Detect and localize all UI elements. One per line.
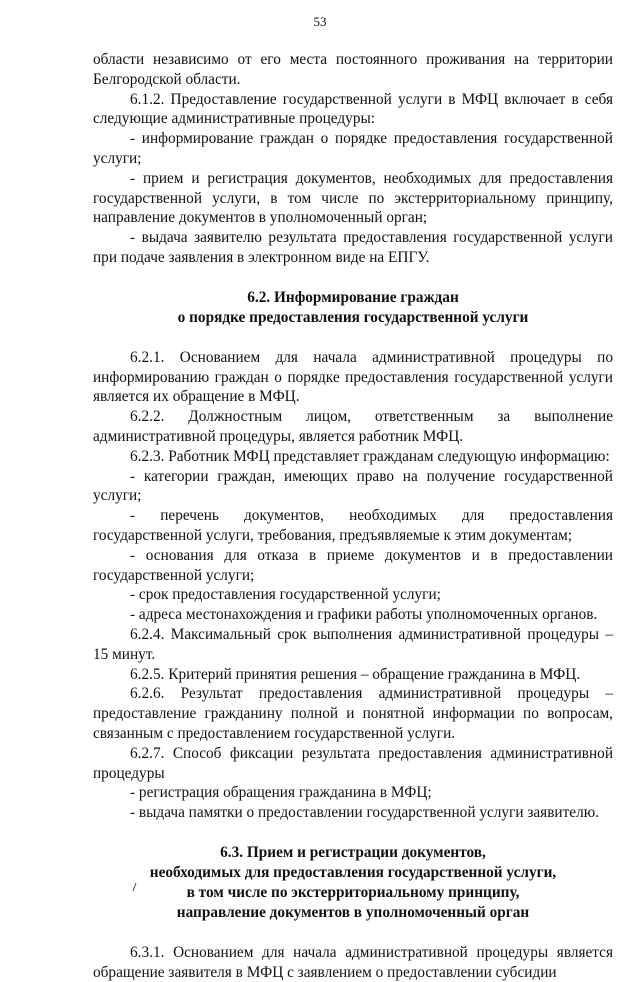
paragraph-6-2-6: 6.2.6. Результат предоставления административной процедуры – предоставление гражданину полной и понятной информации по вопросам, связанным с предоставлением государственной услуги. <box>93 685 613 742</box>
list-item-term: - срок предоставления государственной услуги; <box>130 586 441 604</box>
list-item-registration: - регистрация обращения гражданина в МФЦ; <box>130 784 432 802</box>
page-number: 53 <box>313 14 327 29</box>
list-item-reception: - прием и регистрация документов, необходимых для предоставления государственной услуги, в том числе по экстерриториальному принципу, направление документов в уполномоченный орган; <box>93 169 613 227</box>
list-item-issuance: - выдача заявителю результата предоставления государственной услуги при подаче заявления в электронном виде на ЕПГУ. <box>93 229 613 266</box>
section-6-2-heading-line2: о порядке предоставления государственной услуги <box>177 308 529 326</box>
list-item-addresses: - адреса местонахождения и графики работы уполномоченных органов. <box>130 606 598 624</box>
section-6-3-heading-line1: 6.3. Прием и регистрации документов, <box>220 843 486 861</box>
paragraph-6-2-5: 6.2.5. Критерий принятия решения – обращение гражданина в МФЦ. <box>130 665 581 683</box>
document-body <box>93 50 613 982</box>
paragraph-6-2-1: 6.2.1. Основанием для начала административной процедуры по информированию граждан о порядке предоставления государственной услуги является их обращение в МФЦ. <box>93 348 613 406</box>
paragraph-continuation: области независимо от его места постоянного проживания на территории Белгородской области. <box>93 51 613 88</box>
section-6-3-heading-line4: направление документов в уполномоченный орган <box>176 903 530 921</box>
paragraph-6-3-1: 6.3.1. Основанием для начала административной процедуры является обращение заявителя в МФЦ с заявлением о предоставлении субсидии <box>93 943 613 981</box>
paragraph-6-2-4: 6.2.4. Максимальный срок выполнения административной процедуры – 15 минут. <box>93 625 613 663</box>
paragraph-6-2-3: 6.2.3. Работник МФЦ представляет гражданам следующую информацию: <box>130 447 610 465</box>
list-item-refusal-grounds: - основания для отказа в приеме документов и в предоставлении государственной услуги; <box>93 546 613 584</box>
paragraph-6-2-7: 6.2.7. Способ фиксации результата предоставления административной процедуры <box>93 744 613 782</box>
list-item-memo: - выдача памятки о предоставлении государственной услуги заявителю. <box>130 804 599 822</box>
section-6-2-heading-line1: 6.2. Информирование граждан <box>247 288 459 306</box>
paragraph-6-2-2: 6.2.2. Должностным лицом, ответственным за выполнение административной процедуры, является работник МФЦ. <box>93 408 613 445</box>
paragraph-6-1-2: 6.1.2. Предоставление государственной услуги в МФЦ включает в себя следующие административные процедуры: <box>93 90 613 128</box>
section-6-3-heading-line3: в том числе по экстерриториальному принципу, <box>186 883 520 901</box>
section-6-3-heading-line2: необходимых для предоставления государственной услуги, <box>149 863 557 881</box>
list-item-categories: - категории граждан, имеющих право на получение государственной услуги; <box>93 467 613 505</box>
list-item-informing: - информирование граждан о порядке предоставления государственной услуги; <box>93 130 613 167</box>
list-item-documents: - перечень документов, необходимых для предоставления государственной услуги, требования, предъявляемые к этим документам; <box>93 507 613 544</box>
